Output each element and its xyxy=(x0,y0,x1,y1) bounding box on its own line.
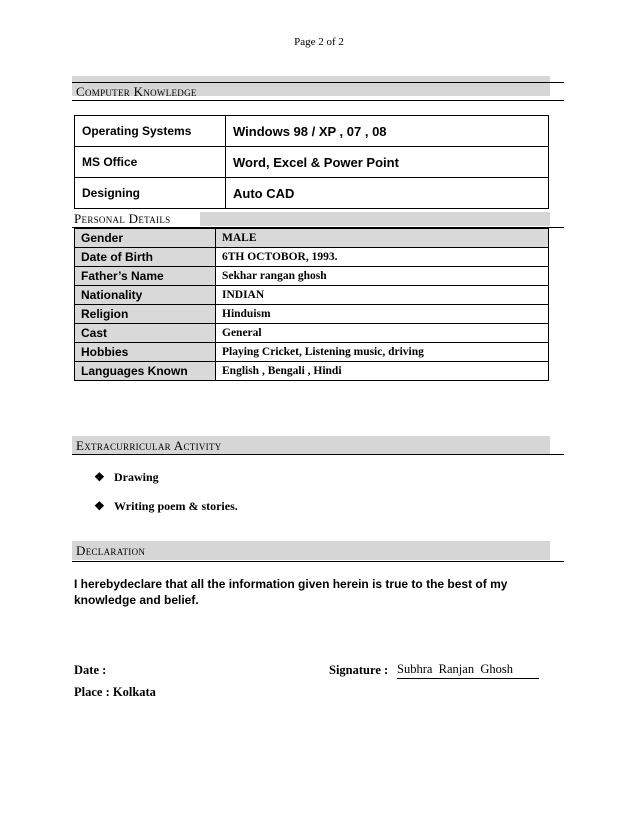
signature-name: Subhra Ranjan Ghosh xyxy=(397,662,539,679)
list-item-label: Writing poem & stories. xyxy=(114,499,238,513)
table-row xyxy=(75,147,549,178)
table-row xyxy=(75,286,549,305)
place-label: Place : Kolkata xyxy=(74,685,156,699)
row-label: Cast xyxy=(75,324,216,343)
section-rule xyxy=(72,100,564,101)
table-row xyxy=(75,116,549,147)
section-title-extracurricular: Extracurricular Activity xyxy=(76,438,222,453)
page-number: Page 2 of 2 xyxy=(294,36,344,48)
table-row xyxy=(75,267,549,286)
section-title-personal-details: Personal Details xyxy=(74,211,171,226)
list-item xyxy=(94,470,159,485)
row-label: Date of Birth xyxy=(75,248,216,267)
row-label: Designing xyxy=(75,178,226,209)
row-value: 6TH OCTOBOR, 1993. xyxy=(216,248,549,267)
personal-details-table xyxy=(74,228,549,381)
section-band-personal-details xyxy=(200,212,550,226)
table-row xyxy=(75,343,549,362)
row-label: Gender xyxy=(75,229,216,248)
row-label: Father’s Name xyxy=(75,267,216,286)
row-value: English , Bengali , Hindi xyxy=(216,362,549,381)
row-label: MS Office xyxy=(75,147,226,178)
section-title-computer-knowledge: Computer Knowledge xyxy=(76,84,197,99)
row-label: Religion xyxy=(75,305,216,324)
row-value: General xyxy=(216,324,549,343)
section-rule xyxy=(72,454,564,455)
row-value: MALE xyxy=(216,229,549,248)
list-item xyxy=(94,499,238,514)
section-rule xyxy=(72,561,564,562)
table-row xyxy=(75,229,549,248)
row-value: Playing Cricket, Listening music, driving xyxy=(216,343,549,362)
diamond-bullet-icon: ❖ xyxy=(94,470,105,484)
date-label: Date : xyxy=(74,663,107,677)
table-row xyxy=(75,305,549,324)
table-row xyxy=(75,178,549,209)
row-value: INDIAN xyxy=(216,286,549,305)
computer-knowledge-table xyxy=(74,115,549,209)
row-label: Hobbies xyxy=(75,343,216,362)
table-row xyxy=(75,248,549,267)
section-rule xyxy=(72,82,564,83)
diamond-bullet-icon: ❖ xyxy=(94,499,105,513)
signature-label: Signature : xyxy=(329,663,389,677)
list-item-label: Drawing xyxy=(114,470,159,484)
declaration-text: I herebydeclare that all the information given herein is true to the best of my knowledge and belief. xyxy=(74,577,508,607)
row-value: Auto CAD xyxy=(226,178,549,209)
row-value: Windows 98 / XP , 07 , 08 xyxy=(226,116,549,147)
table-row xyxy=(75,324,549,343)
row-label: Languages Known xyxy=(75,362,216,381)
section-title-declaration: Declaration xyxy=(76,543,146,558)
row-label: Operating Systems xyxy=(75,116,226,147)
row-value: Sekhar rangan ghosh xyxy=(216,267,549,286)
row-value: Hinduism xyxy=(216,305,549,324)
row-value: Word, Excel & Power Point xyxy=(226,147,549,178)
row-label: Nationality xyxy=(75,286,216,305)
table-row xyxy=(75,362,549,381)
